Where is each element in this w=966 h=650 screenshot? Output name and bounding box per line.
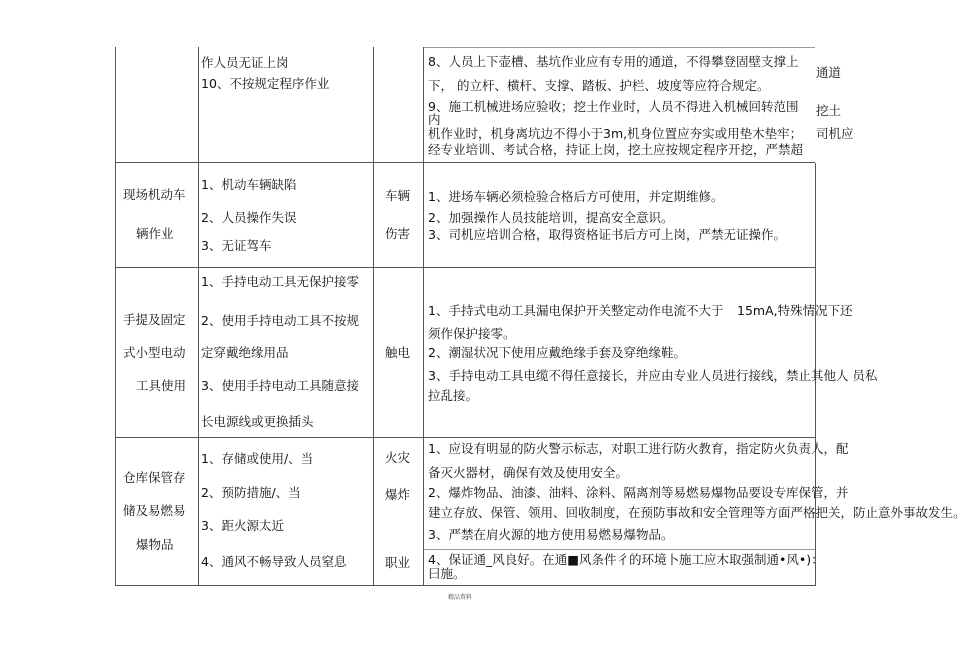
row3-type-2: 爆炸	[385, 487, 411, 502]
row3-activity-2: 储及易燃易	[123, 503, 186, 518]
row3-measure-2: 备灭火器材，确保有效及使用安全。	[428, 465, 629, 480]
row3-measure-clipped	[428, 505, 966, 521]
row2-activity-1: 手提及固定	[123, 312, 186, 327]
row0-measure-5: 机作业时，机身离坑边不得小于3m,机身位置应夯实或用垫木垫牢；	[428, 126, 803, 141]
row3-activity-3: 爆物品	[136, 537, 174, 552]
row3-activity-1: 仓库保管存	[123, 470, 186, 485]
row3-hazard-4: 4、通风不畅导致人员窒息	[201, 554, 347, 569]
row0-measure-clipped	[428, 112, 808, 127]
row2-measure-1: 1、手持式电动工具漏电保护开关整定动作电流不大于	[428, 303, 724, 318]
row3-hazard-2: 2、预防措施/、当	[201, 485, 301, 500]
row3-type-1: 火灾	[385, 450, 411, 465]
row3-measure-5: 3、严禁在肩火源的地方使用易燃易爆物品。	[428, 527, 674, 542]
col-border-activity-hazard	[198, 47, 199, 586]
row1-type-1: 车辆	[385, 188, 411, 203]
row2-measure-5: 拉乱接。	[428, 388, 479, 403]
row0-hazard-2: 10、不按规定程序作业	[201, 76, 330, 91]
row1-measure-2: 2、加强操作人员技能培训，提高安全意识。	[428, 210, 674, 225]
row2-activity-3: 工具使用	[136, 378, 187, 393]
row2-measure-2: 须作保护接零。	[428, 326, 516, 341]
col-border-left	[115, 47, 116, 586]
row-border-row0-bottom	[115, 162, 815, 163]
row-border-row2-bottom	[115, 437, 815, 438]
row3-measure-7: 曰施。	[428, 566, 466, 581]
row1-type-2: 伤害	[385, 226, 411, 241]
col-border-hazard-type	[373, 47, 374, 586]
row2-hazard-5: 长电源线或更换插头	[201, 414, 314, 429]
row3-hazard-3: 3、距火源太近	[201, 518, 284, 533]
row2-measure-4: 3、手持电动工具电缆不得任意接长，并应由专业人员进行接线，禁止其他人 员私	[428, 368, 878, 383]
row0-measure-6: 经专业培训、考试合格，持证上岗，挖土应按规定程序开挖，严禁超	[428, 142, 804, 157]
col-border-type-measure	[423, 47, 424, 586]
row1-activity-2: 辆作业	[136, 226, 174, 241]
row1-measure-1: 1、进场车辆必须检验合格后方可使用，并定期维修。	[428, 189, 724, 204]
row0-measure-3: 9、施工机械进场应验收；挖土作业时，人员不得进入机械回转范围	[428, 99, 799, 114]
measure-inner-rule	[423, 549, 815, 550]
row0-side-1: 通道	[816, 65, 842, 80]
measure-top-rule	[423, 47, 815, 48]
row-border-row3-bottom	[115, 585, 815, 586]
row2-hazard-4: 3、使用手持电动工具随意接	[201, 378, 359, 393]
row2-measure-3: 2、潮湿状况下使用应戴绝缘手套及穿绝缘鞋。	[428, 345, 686, 360]
row2-measure-1b: 15mA,特殊情况下还	[737, 303, 853, 318]
row0-measure-clipped-2	[428, 142, 808, 157]
row0-side-2: 挖土	[816, 103, 842, 118]
row1-activity-1: 现场机动车	[123, 187, 186, 202]
row1-hazard-2: 2、人员操作失误	[201, 210, 297, 225]
row0-measure-4: 内	[428, 112, 441, 127]
row3-measure-1: 1、应设有明显的防火警示标志，对职工进行防火教育，指定防火负责人，配	[428, 441, 849, 456]
row3-hazard-1: 1、存储或使用/、当	[201, 451, 314, 466]
row3-type-3: 职业	[385, 555, 411, 570]
row1-hazard-3: 3、无证驾车	[201, 238, 272, 253]
row3-measure-3: 2、爆炸物品、油漆、油料、涂料、隔离剂等易燃易爆物品要设专库保管，并	[428, 485, 849, 500]
row2-hazard-3: 定穿戴绝缘用品	[201, 345, 289, 360]
row0-side-3: 司机应	[816, 126, 854, 141]
row3-measure-4: 建立存放、保管、领用、回收制度，在预防事故和安全管理等方面严格把关，防止意外事故发生。	[428, 505, 966, 520]
page-footer: 精品资料	[448, 594, 473, 601]
row0-hazard-1: 作人员无证上岗	[201, 55, 289, 70]
row0-measure-2: 下， 的立杆、横杆、支撑、踏板、护栏、坡度等应符合规定。	[428, 78, 770, 93]
row2-activity-2: 式小型电动	[123, 345, 186, 360]
row2-type-1: 触电	[385, 345, 411, 360]
row-border-row1-bottom	[115, 267, 815, 268]
row2-hazard-1: 1、手持电动工具无保护接零	[201, 274, 359, 289]
row1-hazard-1: 1、机动车辆缺陷	[201, 177, 297, 192]
row0-measure-1: 8、人员上下壶槽、基坑作业应有专用的通道，不得攀登固壁支撑上	[428, 54, 799, 69]
row2-hazard-2: 2、使用手持电动工具不按规	[201, 313, 359, 328]
row3-measure-6: 4、保证通_风良好。在通■风条件彳的环境卜施工应木取强制通•风•)：	[428, 552, 824, 567]
row1-measure-3: 3、司机应培训合格，取得资格证书后方可上岗，严禁无证操作。	[428, 227, 786, 242]
